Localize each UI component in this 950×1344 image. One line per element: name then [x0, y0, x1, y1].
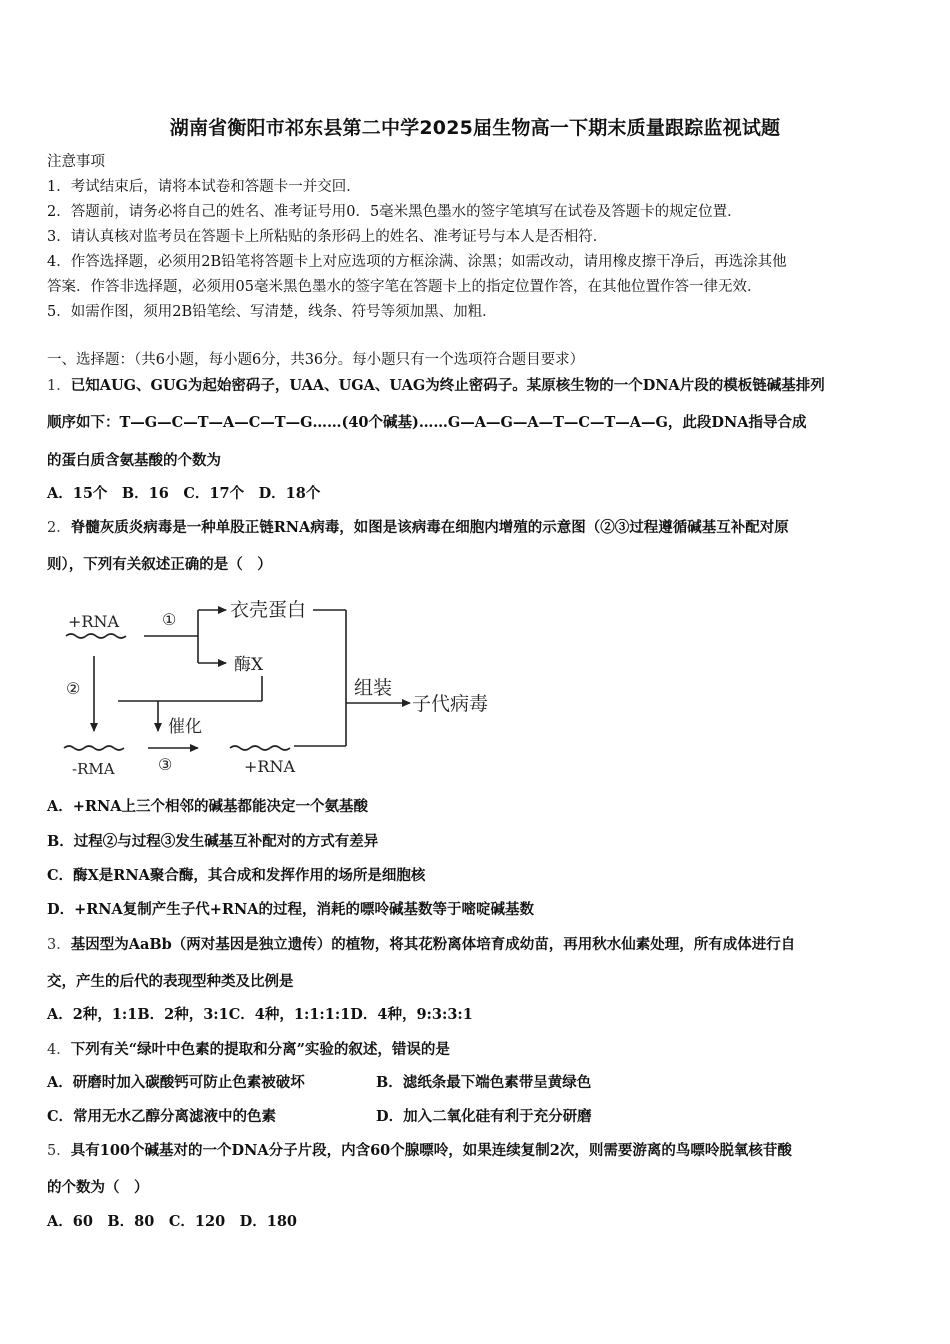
question-2-line: [47, 518, 789, 538]
question-4-option-b: B．滤纸条最下端色素带呈黄绿色: [376, 1074, 592, 1091]
notice-item: 5．如需作图，须用2B铅笔绘、写清楚，线条、符号等须加黑、加粗．: [47, 304, 497, 320]
rna-strand-wave: [230, 746, 290, 750]
question-text: 已知AUG、GUG为起始密码子，UAA、UGA、UAG为终止密码子。某原核生物的一个DNA片段的模板链碱基排列: [70, 377, 825, 394]
question-4-line: [47, 1040, 450, 1060]
question-text: 脊髓灰质炎病毒是一种单股正链RNA病毒，如图是该病毒在细胞内增殖的示意图（②③过程遵循碱基互补配对原: [70, 519, 789, 536]
question-text: 具有100个碱基对的一个DNA分子片段，内含60个腺嘌呤，如果连续复制2次，则需要游离的鸟嘌呤脱氧核苷酸: [70, 1142, 792, 1159]
virus-replication-diagram: [58, 588, 518, 788]
question-4-option-d: D．加入二氧化硅有利于充分研磨: [376, 1108, 592, 1125]
question-4-option-a: A．研磨时加入碳酸钙可防止色素被破坏: [47, 1074, 305, 1091]
exam-title: 湖南省衡阳市祁东县第二中学2025届生物高一下期末质量跟踪监视试题: [169, 117, 781, 139]
question-text: 下列有关“绿叶中色素的提取和分离”实验的叙述，错误的是: [70, 1041, 450, 1058]
step-3-label: ③: [158, 755, 173, 774]
question-2-option: A．+RNA上三个相邻的碱基都能决定一个氨基酸: [47, 798, 368, 815]
question-1-line: 的蛋白质含氨基酸的个数为: [47, 452, 221, 469]
question-2-option: C．酶X是RNA聚合酶，其合成和发挥作用的场所是细胞核: [47, 867, 426, 884]
rna-plus-top-label: +RNA: [68, 612, 120, 631]
question-2-line: 则），下列有关叙述正确的是（ ）: [47, 556, 272, 573]
question-2-option: B．过程②与过程③发生碱基互补配对的方式有差异: [47, 833, 379, 850]
question-number: 3．: [47, 937, 71, 953]
rna-minus-label: -RMA: [72, 760, 115, 778]
question-1-options: A．15个 B．16 C．17个 D．18个: [47, 485, 321, 502]
question-number: 1．: [47, 378, 71, 394]
rna-strand-wave: [64, 746, 124, 750]
notice-item: 2．答题前，请务必将自己的姓名、准考证号用0．5毫米黑色墨水的签字笔填写在试卷及答题卡的规定位置．: [47, 204, 742, 220]
step-1-label: ①: [162, 610, 177, 629]
question-5-line: 的个数为（ ）: [47, 1179, 149, 1196]
question-number: 5．: [47, 1143, 71, 1159]
question-number: 4．: [47, 1042, 71, 1058]
question-text: 基因型为AaBb（两对基因是独立遗传）的植物，将其花粉离体培育成幼苗，再用秋水仙素处理，所有成体进行自: [70, 936, 796, 953]
question-3-line: 交，产生的后代的表现型种类及比例是: [47, 973, 294, 990]
assemble-label: 组装: [354, 677, 393, 699]
catalyze-label: 催化: [168, 717, 202, 737]
notice-item: 1．考试结束后，请将本试卷和答题卡一并交回．: [47, 179, 361, 195]
rna-plus-bottom-label: +RNA: [244, 757, 296, 776]
question-number: 2．: [47, 520, 71, 536]
question-3-line: [47, 935, 795, 955]
question-3-options: A．2种，1:1B．2种，3:1C．4种，1:1:1:1D．4种，9:3:3:1: [47, 1006, 473, 1023]
enzyme-x-label: 酶X: [234, 655, 264, 675]
notice-heading: 注意事项: [47, 154, 105, 170]
notice-item: 答案．作答非选择题，必须用05毫米黑色墨水的签字笔在答题卡上的指定位置作答，在其他位置作答一律无效．: [47, 279, 762, 295]
coat-protein-label: 衣壳蛋白: [230, 599, 307, 621]
section-heading: 一、选择题：（共6小题，每小题6分，共36分。每小题只有一个选项符合题目要求）: [47, 352, 585, 368]
notice-item: 3．请认真核对监考员在答题卡上所粘贴的条形码上的姓名、准考证号与本人是否相符．: [47, 229, 608, 245]
question-5-options: A．60 B．80 C．120 D．180: [47, 1213, 298, 1230]
step-2-label: ②: [66, 679, 81, 698]
question-1-line: [47, 376, 825, 396]
question-1-line: 顺序如下：T—G—C—T—A—C—T—G……(40个碱基)……G—A—G—A—T—C—T—A—G，此段DNA指导合成: [47, 414, 807, 431]
rna-strand-wave: [66, 634, 126, 638]
question-2-option: D．+RNA复制产生子代+RNA的过程，消耗的嘌呤碱基数等于嘧啶碱基数: [47, 901, 534, 918]
notice-item: 4．作答选择题，必须用2B铅笔将答题卡上对应选项的方框涂满、涂黑；如需改动，请用橡皮擦干净后，再选涂其他: [47, 254, 787, 270]
question-4-option-c: C．常用无水乙醇分离滤液中的色素: [47, 1108, 277, 1125]
question-5-line: [47, 1141, 792, 1161]
progeny-virus-label: 子代病毒: [412, 693, 489, 715]
